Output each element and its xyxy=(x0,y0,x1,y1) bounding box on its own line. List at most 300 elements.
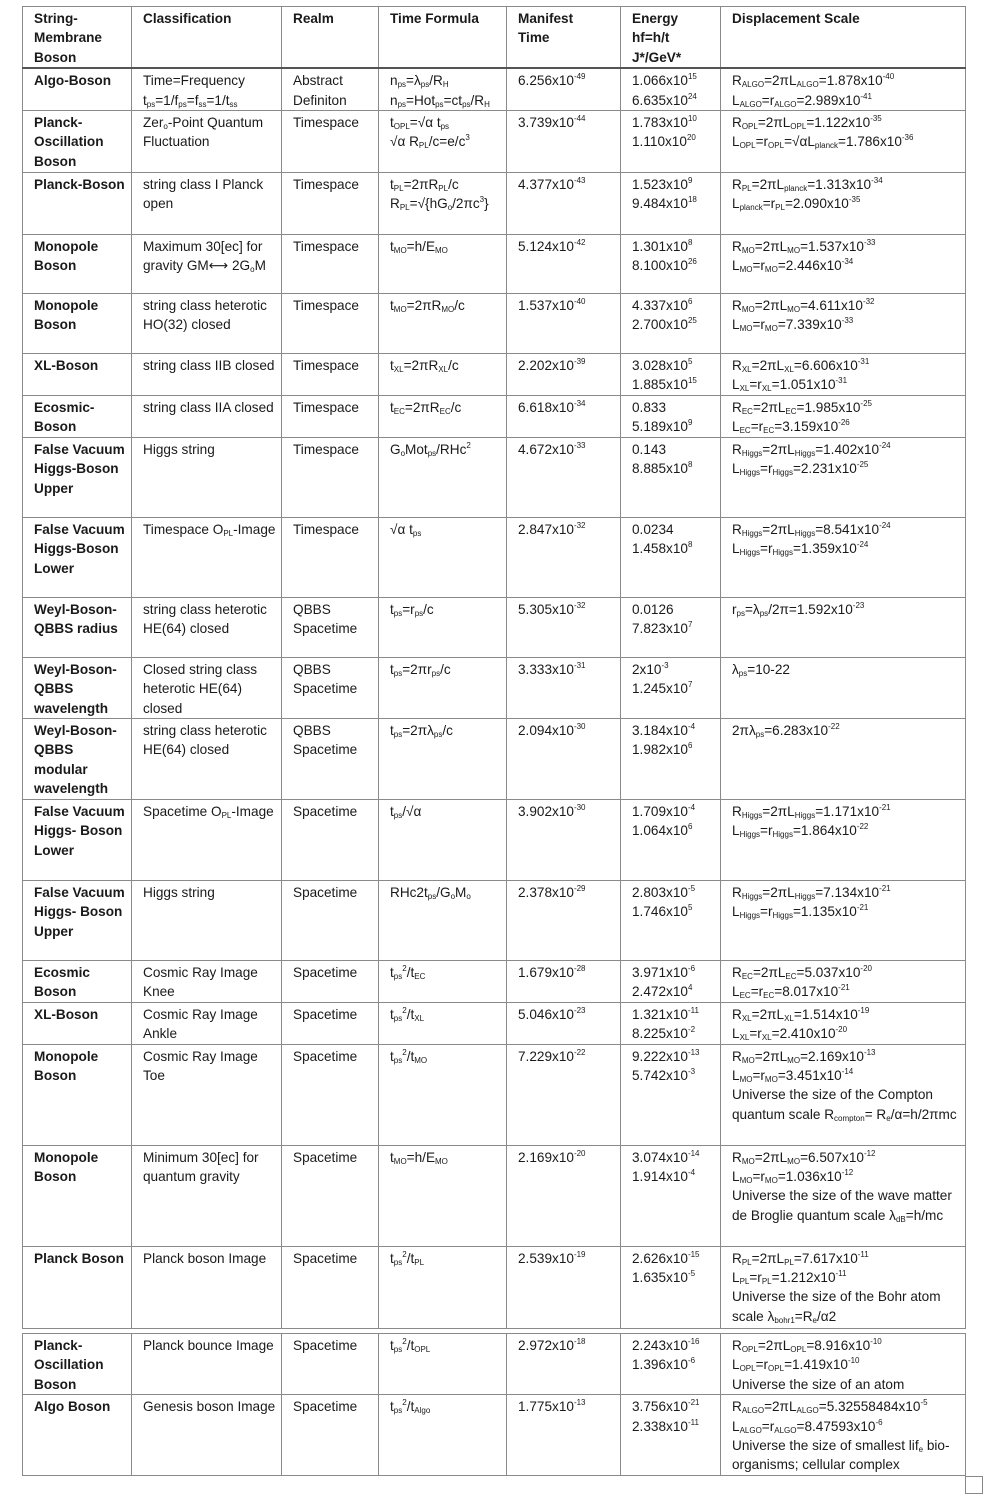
classification-cell xyxy=(132,657,282,718)
classification-cell-text: Genesis boson Image xyxy=(143,1399,276,1415)
energy-cell-text: $1.523x10^9$ xyxy=(632,176,693,193)
classification-cell xyxy=(132,597,282,657)
classification-cell-text: Cosmic Ray Image Knee xyxy=(143,964,258,1000)
realm-cell-text: Spacetime xyxy=(293,1399,358,1415)
manifest-time-cell xyxy=(507,235,621,294)
manifest-time-cell xyxy=(507,1002,621,1044)
time-formula-cell-text: $t_{ps}^2/t_{OPL}$ xyxy=(390,1337,431,1354)
displacement-cell-text: Universe the size of smallest lif$_e$ bio-organisms; cellular complex xyxy=(732,1438,950,1473)
boson-name-text: Monopole Boson xyxy=(34,1048,99,1083)
table-row xyxy=(23,396,966,438)
energy-cell-text: $6.635x10^{24}$ xyxy=(632,91,697,108)
energy-cell xyxy=(621,657,721,718)
realm-cell xyxy=(282,68,379,110)
classification-cell-text: Cosmic Ray Image Toe xyxy=(143,1048,258,1083)
classification-cell-text: Maximum 30[ec] for gravity GM⟷ $2G_oM$ xyxy=(143,239,266,275)
realm-cell-text: Spacetime xyxy=(293,884,358,900)
classification-cell xyxy=(132,396,282,438)
realm-cell xyxy=(282,1246,379,1328)
realm-cell-text: Timespace xyxy=(293,441,359,457)
displacement-cell xyxy=(721,396,966,438)
energy-cell xyxy=(621,437,721,517)
manifest-time-cell xyxy=(507,173,621,235)
time-formula-cell xyxy=(379,111,507,173)
manifest-time-cell-text: $3.902x10^{-30}$ xyxy=(518,802,586,819)
classification-cell xyxy=(132,719,282,800)
boson-name-text: False Vacuum Higgs-Boson Lower xyxy=(34,521,125,576)
classification-cell xyxy=(132,960,282,1002)
energy-cell-text: $3.184x10^{-4}$ xyxy=(632,722,696,739)
boson-name xyxy=(23,657,132,718)
time-formula-cell xyxy=(379,235,507,294)
displacement-cell xyxy=(721,960,966,1002)
energy-cell-text: $1.982x10^6$ xyxy=(632,741,693,758)
displacement-cell-text: $L_{XL}=r_{XL}=2.410x10^{-20}$ xyxy=(732,1025,848,1043)
displacement-cell-text: $R_{EC}=2\pi L_{EC}=1.985x10^{-25}$ xyxy=(732,399,872,417)
manifest-time-cell-text: $4.377x10^{-43}$ xyxy=(518,176,586,193)
boson-name-text: Ecosmic Boson xyxy=(34,964,90,1000)
time-formula-cell-text: $t_{XL}=2\pi R_{XL}/c$ xyxy=(390,358,459,375)
manifest-time-cell xyxy=(507,517,621,597)
energy-cell-text: $3.971x10^{-6}$ xyxy=(632,963,696,980)
energy-cell xyxy=(621,1395,721,1476)
energy-cell xyxy=(621,799,721,880)
table-row xyxy=(23,1334,966,1395)
time-formula-cell xyxy=(379,1002,507,1044)
displacement-cell-text: $\lambda_{ps}=10-22$ xyxy=(732,661,790,678)
energy-cell-text: $2.626x10^{-15}$ xyxy=(632,1249,700,1266)
classification-cell-text: $t_{ps}=1/f_{ps}=f_{ss}=1/t_{ss}$ xyxy=(143,92,238,109)
boson-name-text: Weyl-Boson-QBBS modular wavelength xyxy=(34,723,117,797)
realm-cell xyxy=(282,111,379,173)
table-row xyxy=(23,354,966,396)
energy-cell-text: $1.635x10^{-5}$ xyxy=(632,1268,696,1285)
energy-cell-text: $1.066x10^{15}$ xyxy=(632,72,697,89)
manifest-time-cell xyxy=(507,1044,621,1145)
realm-cell xyxy=(282,657,379,718)
realm-cell-text: Timespace xyxy=(293,239,359,255)
manifest-time-cell xyxy=(507,1334,621,1395)
time-formula-cell-text: $t_{ps}^2/t_{Algo}$ xyxy=(390,1398,431,1416)
time-formula-cell-text: $t_{ps}^2/t_{MO}$ xyxy=(390,1047,428,1065)
boson-name xyxy=(23,111,132,173)
manifest-time-cell-text: $5.124x10^{-42}$ xyxy=(518,238,586,255)
displacement-cell-text: $r_{ps}=\lambda_{ps}/2\pi=1.592x10^{-23}$ xyxy=(732,600,865,618)
manifest-time-cell-text: $6.618x10^{-34}$ xyxy=(518,399,586,416)
boson-name xyxy=(23,173,132,235)
energy-cell xyxy=(621,396,721,438)
energy-cell-text: 0.0126 xyxy=(632,601,674,617)
energy-cell-text: $8.885x10^8$ xyxy=(632,460,693,477)
energy-cell-text: $1.064x10^6$ xyxy=(632,822,693,839)
classification-cell-text: Cosmic Ray Image Ankle xyxy=(143,1006,258,1042)
classification-cell-text: string class heterotic HO(32) closed xyxy=(143,298,267,333)
displacement-cell-text: $R_{ALGO}=2\pi L_{ALGO}=1.878x10^{-40}$ xyxy=(732,72,895,90)
displacement-cell-text: $L_{ALGO}=r_{ALGO}=2.989x10^{-41}$ xyxy=(732,91,872,109)
energy-cell-text: $1.396x10^{-6}$ xyxy=(632,1356,696,1373)
energy-cell xyxy=(621,294,721,354)
time-formula-cell-text: $t_{ps}=2\pi\lambda_{ps}/c$ xyxy=(390,723,453,740)
manifest-time-cell-text: $7.229x10^{-22}$ xyxy=(518,1047,586,1064)
time-formula-cell xyxy=(379,1395,507,1476)
table-resize-handle[interactable] xyxy=(965,1476,983,1494)
displacement-cell-text: $L_{MO}=r_{MO}=3.451x10^{-14}$ xyxy=(732,1066,854,1084)
realm-cell-text: Abstract xyxy=(293,73,343,89)
classification-cell xyxy=(132,173,282,235)
displacement-cell-text: $R_{Higgs}=2\pi L_{Higgs}=7.134x10^{-21}$ xyxy=(732,883,891,901)
classification-cell xyxy=(132,294,282,354)
table-row xyxy=(23,68,966,110)
realm-cell-text: Timespace xyxy=(293,521,359,537)
energy-cell-text: $2.338x10^{-11}$ xyxy=(632,1417,699,1434)
energy-cell xyxy=(621,960,721,1002)
boson-name xyxy=(23,1044,132,1145)
manifest-time-cell-text: $2.094x10^{-30}$ xyxy=(518,722,586,739)
displacement-cell-text: $L_{XL}=r_{XL}=1.051x10^{-31}$ xyxy=(732,376,848,394)
energy-cell-text: $3.074x10^{-14}$ xyxy=(632,1148,700,1165)
boson-name xyxy=(23,1246,132,1328)
classification-cell-text: Higgs string xyxy=(143,884,215,900)
realm-cell-text: Spacetime xyxy=(293,621,358,637)
displacement-cell xyxy=(721,354,966,396)
classification-cell-text: string class heterotic HE(64) closed xyxy=(143,601,267,637)
energy-cell-text: $1.245x10^7$ xyxy=(632,680,693,697)
boson-table-continued xyxy=(22,1333,966,1476)
manifest-time-cell-text: $1.775x10^{-13}$ xyxy=(518,1398,586,1415)
manifest-time-cell-text: $2.169x10^{-20}$ xyxy=(518,1148,586,1165)
realm-cell xyxy=(282,1145,379,1246)
classification-cell xyxy=(132,880,282,960)
classification-cell-text: Minimum 30[ec] for quantum gravity xyxy=(143,1149,259,1184)
time-formula-cell xyxy=(379,1044,507,1145)
manifest-time-cell-text: $2.847x10^{-32}$ xyxy=(518,520,586,537)
time-formula-cell xyxy=(379,719,507,800)
time-formula-cell xyxy=(379,437,507,517)
boson-name xyxy=(23,880,132,960)
displacement-cell xyxy=(721,437,966,517)
boson-name-text: Planck Boson xyxy=(34,1250,124,1266)
table-row xyxy=(23,173,966,235)
displacement-cell-text: $L_{Higgs}=r_{Higgs}=2.231x10^{-25}$ xyxy=(732,460,869,478)
classification-cell-text: Planck bounce Image xyxy=(143,1338,274,1353)
boson-name-text: Algo Boson xyxy=(34,1399,111,1415)
realm-cell-text: Spacetime xyxy=(293,681,358,697)
time-formula-cell-text: $t_{ps}/√\alpha$ xyxy=(390,803,422,820)
energy-cell xyxy=(621,1145,721,1246)
realm-cell-text: QBBS xyxy=(293,601,331,617)
boson-name-text: False Vacuum Higgs-Boson Upper xyxy=(34,441,125,496)
boson-name xyxy=(23,1395,132,1476)
displacement-cell-text: $R_{MO}=2\pi L_{MO}=6.507x10^{-12}$ xyxy=(732,1148,876,1166)
displacement-cell-text: $L_{EC}=r_{EC}=3.159x10^{-26}$ xyxy=(732,418,850,436)
displacement-cell-text: $2\pi\lambda_{ps}=6.283x10^{-22}$ xyxy=(732,722,840,740)
displacement-cell xyxy=(721,1002,966,1044)
time-formula-cell-text: $t_{ps}^2/t_{EC}$ xyxy=(390,963,426,981)
table-row xyxy=(23,517,966,597)
energy-cell-text: $1.458x10^8$ xyxy=(632,540,693,557)
time-formula-cell-text: $n_{ps}=\lambda_{ps}/R_H$ xyxy=(390,73,449,90)
time-formula-cell-text: $t_{OPL}=√\alpha$ $t_{ps}$ xyxy=(390,115,450,132)
energy-cell xyxy=(621,1246,721,1328)
table-row xyxy=(23,1044,966,1145)
realm-cell-text: Timespace xyxy=(293,358,359,374)
displacement-cell-text: $R_{EC}=2\pi L_{EC}=5.037x10^{-20}$ xyxy=(732,963,872,981)
time-formula-cell xyxy=(379,68,507,110)
energy-cell xyxy=(621,517,721,597)
manifest-time-cell-text: $4.672x10^{-33}$ xyxy=(518,440,586,457)
displacement-cell-text: $L_{OPL}=r_{OPL}=1.419x10^{-10}$ xyxy=(732,1356,860,1374)
manifest-time-cell xyxy=(507,111,621,173)
classification-cell xyxy=(132,517,282,597)
realm-cell xyxy=(282,1002,379,1044)
displacement-cell-text: Universe the size of an atom xyxy=(732,1376,905,1392)
manifest-time-cell-text: $2.202x10^{-39}$ xyxy=(518,357,586,374)
displacement-cell-text: $R_{PL}=2\pi L_{PL}=7.617x10^{-11}$ xyxy=(732,1249,869,1267)
manifest-time-cell-text: $2.539x10^{-19}$ xyxy=(518,1249,586,1266)
classification-cell-text: string class IIB closed xyxy=(143,358,275,374)
time-formula-cell xyxy=(379,173,507,235)
table-row xyxy=(23,597,966,657)
time-formula-cell-text: $t_{ps}=r_{ps}/c$ xyxy=(390,601,434,618)
manifest-time-cell xyxy=(507,1246,621,1328)
displacement-cell xyxy=(721,68,966,110)
displacement-cell-text: $L_{Higgs}=r_{Higgs}=1.359x10^{-24}$ xyxy=(732,540,869,558)
displacement-cell xyxy=(721,111,966,173)
header-manifest-time: Manifest Time xyxy=(507,7,621,69)
displacement-cell xyxy=(721,294,966,354)
energy-cell-text: $9.222x10^{-13}$ xyxy=(632,1047,700,1064)
realm-cell-text: QBBS xyxy=(293,723,331,739)
time-formula-cell-text: $t_{MO}=h/E_{MO}$ xyxy=(390,239,448,256)
realm-cell-text: Timespace xyxy=(293,298,359,314)
energy-cell xyxy=(621,1002,721,1044)
classification-cell xyxy=(132,1145,282,1246)
energy-cell-text: $1.110x10^{20}$ xyxy=(632,133,696,150)
boson-name-text: Monopole Boson xyxy=(34,298,99,333)
boson-name xyxy=(23,235,132,294)
displacement-cell-text: $R_{MO}=2\pi L_{MO}=2.169x10^{-13}$ xyxy=(732,1047,876,1065)
classification-cell-text: string class heterotic HE(64) closed xyxy=(143,723,267,758)
classification-cell xyxy=(132,354,282,396)
boson-name-text: XL-Boson xyxy=(34,358,99,374)
displacement-cell xyxy=(721,517,966,597)
displacement-cell-text: $R_{MO}=2\pi L_{MO}=4.611x10^{-32}$ xyxy=(732,297,875,315)
realm-cell xyxy=(282,396,379,438)
manifest-time-cell xyxy=(507,880,621,960)
displacement-cell-text: Universe the size of the Bohr atom scale $\lambda_{bohr1}=R_e/\alpha 2$ xyxy=(732,1289,941,1325)
energy-cell-text: $1.746x10^5$ xyxy=(632,903,693,920)
boson-name-text: Planck-Oscillation Boson xyxy=(34,115,104,169)
boson-name xyxy=(23,1334,132,1395)
boson-name-text: Weyl-Boson-QBBS radius xyxy=(34,601,118,637)
displacement-cell-text: $L_{MO}=r_{MO}=7.339x10^{-33}$ xyxy=(732,316,854,334)
classification-cell xyxy=(132,799,282,880)
boson-name xyxy=(23,597,132,657)
header-row xyxy=(23,7,966,69)
energy-cell xyxy=(621,235,721,294)
classification-cell xyxy=(132,1395,282,1476)
displacement-cell-text: $L_{Higgs}=r_{Higgs}=1.135x10^{-21}$ xyxy=(732,903,869,921)
energy-cell xyxy=(621,354,721,396)
realm-cell-text: Spacetime xyxy=(293,742,358,758)
displacement-cell-text: $L_{EC}=r_{EC}=8.017x10^{-21}$ xyxy=(732,983,850,1001)
displacement-cell xyxy=(721,657,966,718)
time-formula-cell xyxy=(379,517,507,597)
manifest-time-cell-text: $2.378x10^{-29}$ xyxy=(518,883,586,900)
energy-cell-text: $7.823x10^7$ xyxy=(632,620,693,637)
displacement-cell-text: $L_{OPL}=r_{OPL}=√\alpha L_{planck}=1.786x10^{-36}$ xyxy=(732,133,914,151)
time-formula-cell xyxy=(379,1246,507,1328)
displacement-cell xyxy=(721,235,966,294)
manifest-time-cell-text: $1.679x10^{-28}$ xyxy=(518,963,586,980)
time-formula-cell-text: $RHc2t_{ps}/G_oM_o$ xyxy=(390,884,471,901)
boson-name-text: Planck-Oscillation Boson xyxy=(34,1338,104,1392)
table-row xyxy=(23,1145,966,1246)
time-formula-cell-text: $G_oMot_{ps}/RHc^2$ xyxy=(390,440,471,458)
time-formula-cell-text: $t_{ps}^2/t_{XL}$ xyxy=(390,1005,425,1023)
time-formula-cell-text: $n_{ps}=Hot_{ps}=ct_{ps}/R_H$ xyxy=(390,92,490,109)
energy-cell-text: $1.709x10^{-4}$ xyxy=(632,802,696,819)
energy-cell-text: $1.914x10^{-4}$ xyxy=(632,1167,696,1184)
manifest-time-cell xyxy=(507,960,621,1002)
displacement-cell xyxy=(721,1044,966,1145)
displacement-cell-text: Universe the size of the wave matter de Broglie quantum scale $\lambda_{dB}=h/mc$ xyxy=(732,1188,952,1224)
realm-cell xyxy=(282,719,379,800)
manifest-time-cell xyxy=(507,1145,621,1246)
displacement-cell-text: $R_{XL}=2\pi L_{XL}=6.606x10^{-31}$ xyxy=(732,357,870,375)
energy-cell xyxy=(621,719,721,800)
time-formula-cell xyxy=(379,354,507,396)
time-formula-cell xyxy=(379,294,507,354)
energy-cell xyxy=(621,173,721,235)
displacement-cell xyxy=(721,1395,966,1476)
displacement-cell-text: $L_{planck}=r_{PL}=2.090x10^{-35}$ xyxy=(732,195,861,213)
time-formula-cell-text: $t_{ps}=2\pi r_{ps}/c$ xyxy=(390,661,451,678)
realm-cell xyxy=(282,437,379,517)
manifest-time-cell-text: $5.046x10^{-23}$ xyxy=(518,1005,586,1022)
energy-cell-text: $8.225x10^{-2}$ xyxy=(632,1025,696,1042)
time-formula-cell-text: √α $t_{ps}$ xyxy=(390,521,422,538)
manifest-time-cell-text: $3.739x10^{-44}$ xyxy=(518,114,586,131)
realm-cell xyxy=(282,1044,379,1145)
displacement-cell xyxy=(721,719,966,800)
boson-name-text: Planck-Boson xyxy=(34,177,125,193)
header-realm: Realm xyxy=(282,7,379,69)
header-boson: String-Membrane Boson xyxy=(23,7,132,69)
table-row xyxy=(23,657,966,718)
energy-cell-text: $1.301x10^8$ xyxy=(632,238,693,255)
realm-cell xyxy=(282,960,379,1002)
energy-cell-text: 0.833 xyxy=(632,400,667,416)
energy-cell-text: 0.0234 xyxy=(632,521,674,537)
realm-cell-text: Spacetime xyxy=(293,1149,358,1165)
classification-cell-text: Zer$_o$-Point Quantum Fluctuation xyxy=(143,115,264,150)
table-row xyxy=(23,235,966,294)
displacement-cell xyxy=(721,173,966,235)
header-time-formula: Time Formula xyxy=(379,7,507,69)
manifest-time-cell xyxy=(507,294,621,354)
time-formula-cell xyxy=(379,1145,507,1246)
realm-cell xyxy=(282,517,379,597)
realm-cell-text: Spacetime xyxy=(293,1338,358,1353)
manifest-time-cell xyxy=(507,354,621,396)
realm-cell-text: Spacetime xyxy=(293,1048,358,1064)
table-row xyxy=(23,1002,966,1044)
table-row xyxy=(23,1395,966,1476)
time-formula-cell xyxy=(379,396,507,438)
table-row xyxy=(23,880,966,960)
boson-name xyxy=(23,396,132,438)
realm-cell xyxy=(282,354,379,396)
manifest-time-cell xyxy=(507,719,621,800)
displacement-cell-text: $R_{MO}=2\pi L_{MO}=1.537x10^{-33}$ xyxy=(732,238,876,256)
energy-cell-text: $1.885x10^{15}$ xyxy=(632,376,697,393)
manifest-time-cell-text: $6.256x10^{-49}$ xyxy=(518,72,586,89)
realm-cell-text: Spacetime xyxy=(293,1250,358,1266)
time-formula-cell xyxy=(379,657,507,718)
boson-name xyxy=(23,799,132,880)
manifest-time-cell xyxy=(507,597,621,657)
displacement-cell xyxy=(721,1334,966,1395)
boson-name-text: False Vacuum Higgs- Boson Upper xyxy=(34,884,125,939)
classification-cell-text: Closed string class heterotic HE(64) closed xyxy=(143,661,258,716)
energy-cell xyxy=(621,597,721,657)
header-displacement: Displacement Scale xyxy=(721,7,966,69)
energy-cell-text: $5.742x10^{-3}$ xyxy=(632,1066,696,1083)
realm-cell xyxy=(282,799,379,880)
realm-cell xyxy=(282,1395,379,1476)
header-energy: Energy hf=h/t J*/GeV* xyxy=(621,7,721,69)
table-row xyxy=(23,111,966,173)
energy-cell-text: 0.143 xyxy=(632,441,667,457)
header-classification: Classification xyxy=(132,7,282,69)
boson-name-text: Monopole Boson xyxy=(34,239,99,274)
displacement-cell xyxy=(721,597,966,657)
displacement-cell-text: $R_{Higgs}=2\pi L_{Higgs}=1.402x10^{-24}$ xyxy=(732,440,891,458)
time-formula-cell-text: √α $R_{PL}/c=e/c^3$ xyxy=(390,133,470,151)
boson-name xyxy=(23,1145,132,1246)
time-formula-cell xyxy=(379,597,507,657)
energy-cell xyxy=(621,68,721,110)
energy-cell-text: $4.337x10^6$ xyxy=(632,297,693,314)
displacement-cell xyxy=(721,799,966,880)
energy-cell-text: $2.803x10^{-5}$ xyxy=(632,883,696,900)
energy-cell-text: $1.321x10^{-11}$ xyxy=(632,1005,699,1022)
displacement-cell-text: $L_{PL}=r_{PL}=1.212x10^{-11}$ xyxy=(732,1268,847,1286)
energy-cell-text: $8.100x10^{26}$ xyxy=(632,257,697,274)
displacement-cell xyxy=(721,1145,966,1246)
energy-cell-text: $9.484x10^{18}$ xyxy=(632,195,697,212)
energy-cell-text: $3.756x10^{-21}$ xyxy=(632,1398,700,1415)
boson-name xyxy=(23,68,132,110)
time-formula-cell xyxy=(379,1334,507,1395)
manifest-time-cell-text: $1.537x10^{-40}$ xyxy=(518,297,586,314)
displacement-cell-text: $R_{OPL}=2\pi L_{OPL}=1.122x10^{-35}$ xyxy=(732,114,882,132)
time-formula-cell-text: $t_{EC}=2\pi R_{EC}/c$ xyxy=(390,400,462,417)
boson-name-text: Monopole Boson xyxy=(34,1149,99,1184)
time-formula-cell-text: $t_{MO}=h/E_{MO}$ xyxy=(390,1149,448,1166)
displacement-cell-text: $L_{Higgs}=r_{Higgs}=1.864x10^{-22}$ xyxy=(732,822,869,840)
manifest-time-cell-text: $3.333x10^{-31}$ xyxy=(518,660,586,677)
energy-cell-text: $5.189x10^9$ xyxy=(632,418,693,435)
classification-cell xyxy=(132,1002,282,1044)
realm-cell xyxy=(282,235,379,294)
classification-cell-text: string class IIA closed xyxy=(143,400,274,416)
boson-table xyxy=(22,6,966,1329)
displacement-cell-text: $L_{MO}=r_{MO}=2.446x10^{-34}$ xyxy=(732,257,854,275)
table-row xyxy=(23,719,966,800)
energy-cell xyxy=(621,880,721,960)
